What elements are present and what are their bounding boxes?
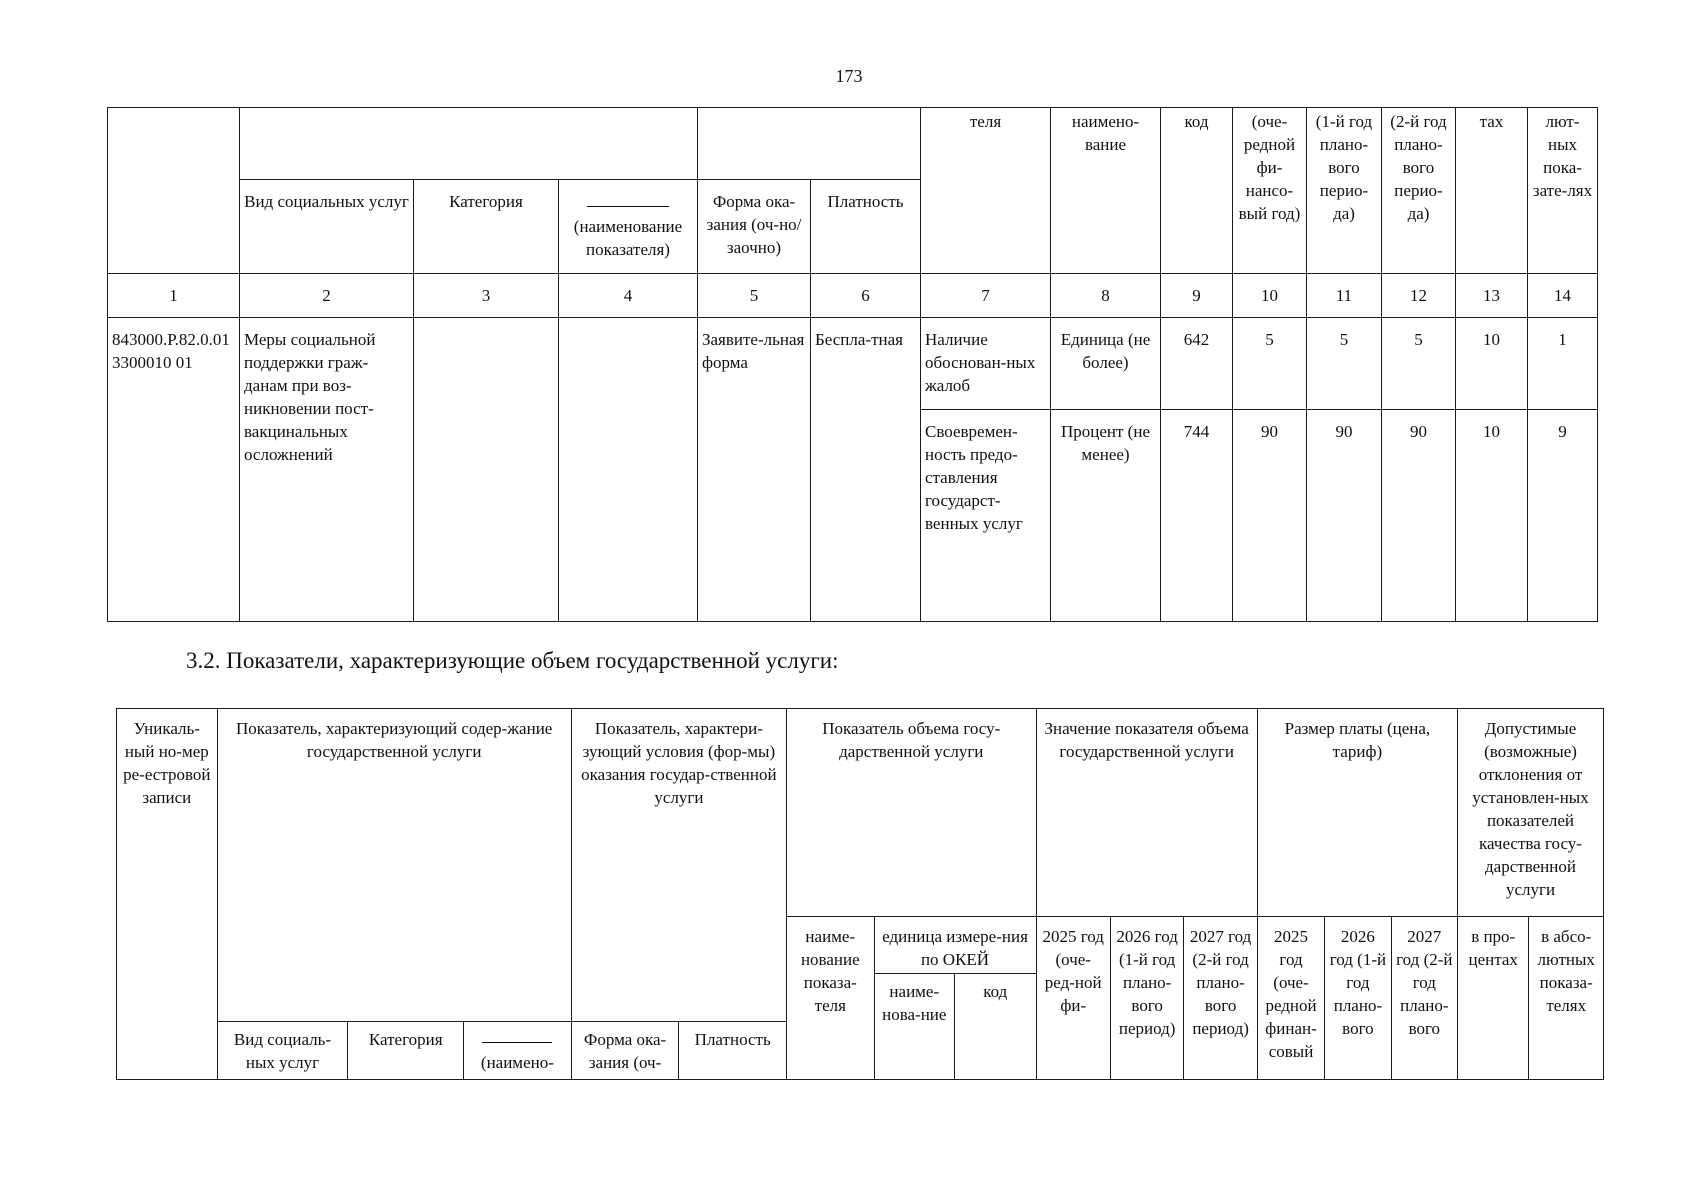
subheader-delivery-form: Форма ока-зания (оч-: [571, 1022, 679, 1080]
header-content-indicator: [240, 108, 698, 180]
subheader-fee-2026: 2026 год (1-й год плано-вого: [1325, 917, 1391, 1080]
header-unique-number: [108, 108, 240, 274]
column-number: 7: [921, 274, 1051, 318]
header-year-2026: (1-й год плано-вого перио-да): [1307, 108, 1382, 274]
table-row: [108, 318, 1598, 410]
indicator-deviation-percent: 10: [1456, 318, 1528, 410]
column-number: 6: [811, 274, 921, 318]
header-unit-code: код: [1161, 108, 1233, 274]
blank-underline: [587, 196, 669, 207]
indicator-2026: 90: [1307, 410, 1382, 622]
header-year-2027: (2-й год плано-вого перио-да): [1382, 108, 1456, 274]
column-numbers-row: [108, 274, 1598, 318]
indicator-unit: Процент (не менее): [1051, 410, 1161, 622]
column-number: 4: [559, 274, 698, 318]
subheader-unit-code: код: [955, 974, 1036, 1080]
column-number: 1: [108, 274, 240, 318]
subheader-category: Категория: [414, 180, 559, 274]
indicator-name-value: [559, 318, 698, 622]
column-number: 14: [1528, 274, 1598, 318]
subheader-service-type: Вид социаль-ных услуг: [217, 1022, 348, 1080]
subheader-indicator-name-blank: [464, 1022, 572, 1080]
header-conditions-indicator: [698, 108, 921, 180]
subheader-value-2025: 2025 год (оче-ред-ной фи-: [1036, 917, 1110, 1080]
column-number: 10: [1233, 274, 1307, 318]
indicator-2025: 5: [1233, 318, 1307, 410]
subheader-fee-2025: 2025 год (оче-редной финан-совый: [1257, 917, 1324, 1080]
indicator-code: 642: [1161, 318, 1233, 410]
page-number: 173: [835, 66, 863, 86]
subheader-value-2026: 2026 год (1-й год плано-вого период): [1110, 917, 1183, 1080]
subheader-deviation-percent: в про-центах: [1458, 917, 1529, 1080]
subheader-payment: Платность: [811, 180, 921, 274]
column-number: 3: [414, 274, 559, 318]
service-type-value: Меры социальной поддержки граж-данам при воз-никновении пост-вакцинальных осложнений: [240, 318, 414, 622]
column-number: 8: [1051, 274, 1161, 318]
subheader-value-2027: 2027 год (2-й год плано-вого период): [1184, 917, 1257, 1080]
column-number: 5: [698, 274, 811, 318]
column-number: 13: [1456, 274, 1528, 318]
subheader-deviation-absolute: в абсо-лютных показа-телях: [1529, 917, 1604, 1080]
category-value: [414, 318, 559, 622]
quality-indicators-table: [107, 107, 1598, 622]
header-unique-record: Уникаль-ный но-мер ре-естровой записи: [117, 709, 218, 1080]
subheader-indicator-name: наиме-нование показа-теля: [787, 917, 875, 1080]
subheader-service-type: Вид социальных услуг: [240, 180, 414, 274]
header-volume-indicator: Показатель объема госу-дарственной услуги: [787, 709, 1036, 917]
subheader-naimeno-text: (наимено-: [480, 1053, 554, 1072]
subheader-indicator-name-text: (наименование показателя): [573, 217, 683, 259]
blank-underline: [482, 1032, 552, 1043]
indicator-deviation-percent: 10: [1456, 410, 1528, 622]
header-fee: Размер платы (цена, тариф): [1257, 709, 1457, 917]
subheader-category: Категория: [348, 1022, 464, 1080]
header-conditions-indicator: Показатель, характери-зующий условия (фор-мы) оказания государ-ственной услуги: [571, 709, 786, 1022]
indicator-unit: Единица (не более): [1051, 318, 1161, 410]
header-unit-name: наимено-вание: [1051, 108, 1161, 274]
subheader-unit-okei: единица измере-ния по ОКЕЙ: [874, 917, 1036, 974]
subheader-delivery-form: Форма ока-зания (оч-но/заочно): [698, 180, 811, 274]
column-number: 9: [1161, 274, 1233, 318]
unique-record-number: 843000.Р.82.0.013300010 01: [108, 318, 240, 622]
indicator-deviation-absolute: 9: [1528, 410, 1598, 622]
indicator-name: Наличие обоснован-ных жалоб: [921, 318, 1051, 410]
indicator-2027: 90: [1382, 410, 1456, 622]
delivery-form-value: Заявите-льная форма: [698, 318, 811, 622]
indicator-2027: 5: [1382, 318, 1456, 410]
payment-value: Бесплa-тная: [811, 318, 921, 622]
header-indicator-name: теля: [921, 108, 1051, 274]
subheader-indicator-name: [559, 180, 698, 274]
volume-indicators-table: [116, 708, 1604, 1080]
indicator-2026: 5: [1307, 318, 1382, 410]
column-number: 11: [1307, 274, 1382, 318]
header-deviation-absolute: лют-ных пока-зате-лях: [1528, 108, 1598, 274]
subheader-unit-name: наиме-нова-ние: [874, 974, 954, 1080]
header-deviation-percent: тах: [1456, 108, 1528, 274]
header-content-indicator: Показатель, характеризующий содер-жание государственной услуги: [217, 709, 571, 1022]
header-volume-value: Значение показателя объема государственной услуги: [1036, 709, 1257, 917]
section-heading: 3.2. Показатели, характеризующие объем государственной услуги:: [186, 648, 839, 673]
column-number: 12: [1382, 274, 1456, 318]
subheader-payment: Платность: [679, 1022, 787, 1080]
header-deviations: Допустимые (возможные) отклонения от установлен-ных показателей качества госу-дарственной услуги: [1458, 709, 1604, 917]
column-number: 2: [240, 274, 414, 318]
indicator-name: Своевремен-ность предо-ставления государст-венных услуг: [921, 410, 1051, 622]
indicator-deviation-absolute: 1: [1528, 318, 1598, 410]
header-year-2025: (оче-редной фи-нансо-вый год): [1233, 108, 1307, 274]
indicator-code: 744: [1161, 410, 1233, 622]
subheader-fee-2027: 2027 год (2-й год плано-вого: [1391, 917, 1457, 1080]
indicator-2025: 90: [1233, 410, 1307, 622]
